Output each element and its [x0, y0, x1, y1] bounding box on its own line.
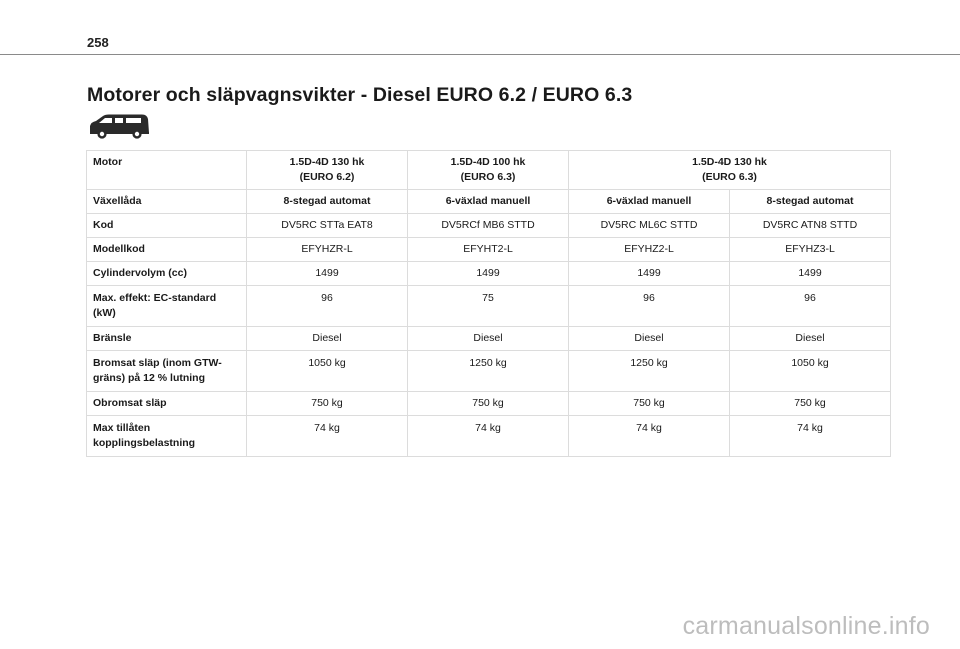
table-cell: 1050 kg [730, 351, 891, 392]
table-cell: 96 [247, 286, 408, 327]
table-cell: 6-växlad manuell [408, 190, 569, 214]
van-icon [87, 112, 151, 140]
table-cell: DV5RC ML6C STTD [569, 214, 730, 238]
table-row [87, 238, 891, 262]
table-row [87, 262, 891, 286]
table-row [87, 351, 891, 392]
table-cell: 75 [408, 286, 569, 327]
row-label: Bränsle [87, 327, 247, 351]
table-cell: 1499 [569, 262, 730, 286]
engine-name: 1.5D-4D 130 hk [289, 156, 365, 168]
row-label: Max. effekt: EC-standard (kW) [87, 286, 247, 327]
table-row [87, 214, 891, 238]
watermark: carmanualsonline.info [682, 612, 930, 640]
row-label: Motor [87, 151, 247, 190]
table-cell: 1499 [730, 262, 891, 286]
table-cell: 1250 kg [569, 351, 730, 392]
table-cell: 1499 [408, 262, 569, 286]
table-cell: 74 kg [247, 416, 408, 457]
table-cell: EFYHZR-L [247, 238, 408, 262]
engine-header-3 [569, 151, 891, 190]
table-cell: 74 kg [408, 416, 569, 457]
table-cell: EFYHZ3-L [730, 238, 891, 262]
engine-header-2 [408, 151, 569, 190]
table-cell: 96 [730, 286, 891, 327]
row-label: Bromsat släp (inom GTW-gräns) på 12 % lutning [87, 351, 247, 392]
table-cell: 750 kg [730, 392, 891, 416]
table-cell: Diesel [408, 327, 569, 351]
table-cell: 8-stegad automat [730, 190, 891, 214]
row-label: Obromsat släp [87, 392, 247, 416]
table-cell: EFYHZ2-L [569, 238, 730, 262]
table-cell: 74 kg [730, 416, 891, 457]
engine-header-1 [247, 151, 408, 190]
table-cell: 1050 kg [247, 351, 408, 392]
table-cell: 8-stegad automat [247, 190, 408, 214]
page-title: Motorer och släpvagnsvikter - Diesel EURO 6.2 / EURO 6.3 [87, 84, 633, 106]
table-cell: DV5RC ATN8 STTD [730, 214, 891, 238]
table-cell: 750 kg [569, 392, 730, 416]
table-cell: DV5RCf MB6 STTD [408, 214, 569, 238]
row-label: Cylindervolym (cc) [87, 262, 247, 286]
table-cell: 96 [569, 286, 730, 327]
table-cell: DV5RC STTa EAT8 [247, 214, 408, 238]
row-label: Modellkod [87, 238, 247, 262]
engine-name: 1.5D-4D 100 hk [450, 156, 526, 168]
table-cell: 1250 kg [408, 351, 569, 392]
table-header-row [87, 151, 891, 190]
engine-name: 1.5D-4D 130 hk [692, 156, 767, 168]
page-number: 258 [87, 35, 109, 50]
engine-standard: (EURO 6.3) [702, 171, 757, 183]
table-cell: Diesel [730, 327, 891, 351]
engine-standard: (EURO 6.2) [299, 171, 355, 183]
table-cell: Diesel [569, 327, 730, 351]
table-row [87, 392, 891, 416]
row-label: Kod [87, 214, 247, 238]
engine-spec-table [86, 150, 891, 457]
table-cell: 74 kg [569, 416, 730, 457]
table-cell: 750 kg [247, 392, 408, 416]
header-divider [0, 54, 960, 55]
table-cell: 750 kg [408, 392, 569, 416]
row-label: Max tillåten kopplingsbelastning [87, 416, 247, 457]
table-cell: 6-växlad manuell [569, 190, 730, 214]
table-row [87, 286, 891, 327]
row-label: Växellåda [87, 190, 247, 214]
table-row [87, 416, 891, 457]
table-cell: EFYHT2-L [408, 238, 569, 262]
table-cell: Diesel [247, 327, 408, 351]
table-row [87, 327, 891, 351]
table-cell: 1499 [247, 262, 408, 286]
table-row [87, 190, 891, 214]
engine-standard: (EURO 6.3) [460, 171, 516, 183]
